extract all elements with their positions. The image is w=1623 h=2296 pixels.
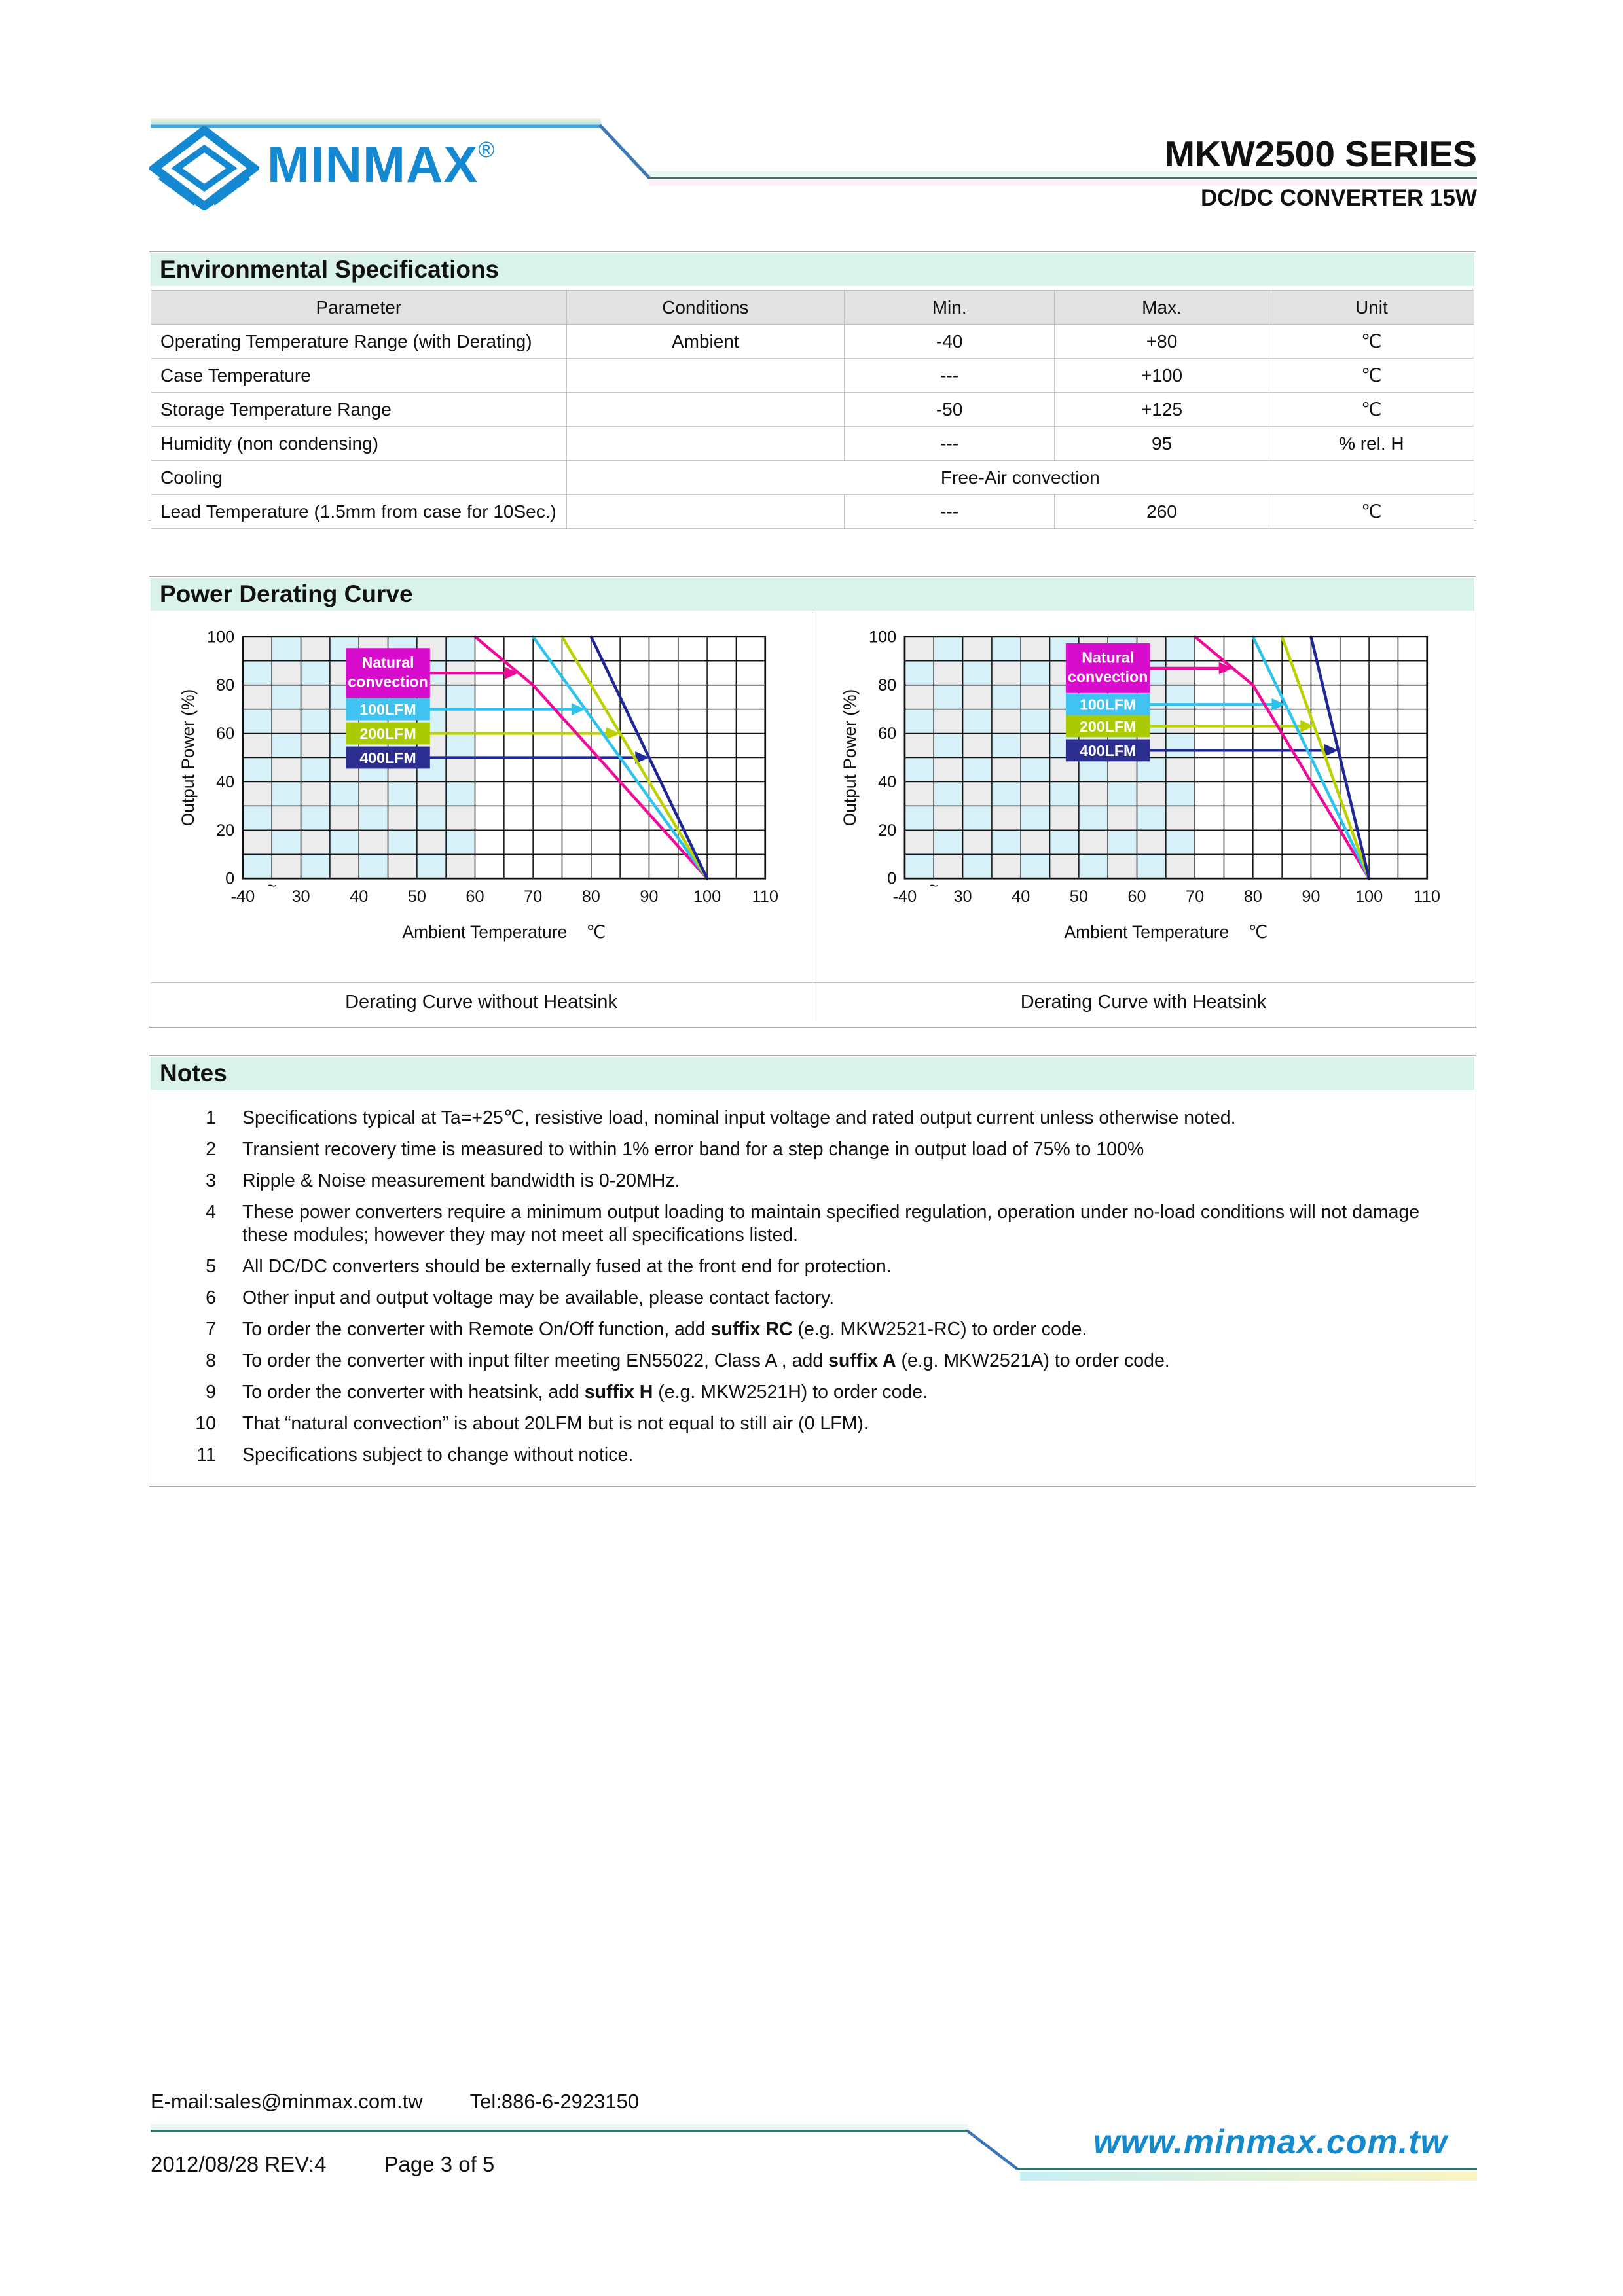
environmental-specs-table	[151, 290, 1474, 529]
svg-text:400LFM: 400LFM	[1079, 742, 1137, 759]
table-row-cooling	[151, 461, 1474, 495]
chart-row	[151, 612, 1474, 982]
cell-parameter: Cooling	[151, 461, 567, 495]
note-number: 3	[206, 1170, 216, 1191]
note-number: 5	[206, 1256, 216, 1277]
caption-with-heatsink: Derating Curve with Heatsink	[1020, 991, 1267, 1013]
cell-parameter: Operating Temperature Range (with Derating)	[151, 325, 567, 359]
table-row	[151, 393, 1474, 427]
svg-text:40: 40	[216, 772, 235, 791]
svg-text:400LFM: 400LFM	[359, 749, 416, 766]
svg-text:Ambient Temperature ℃: Ambient Temperature ℃	[402, 922, 606, 942]
svg-text:200LFM: 200LFM	[359, 725, 416, 743]
note-number: 6	[206, 1287, 216, 1308]
svg-text:Output Power (%): Output Power (%)	[177, 689, 198, 827]
svg-text:100: 100	[869, 628, 897, 647]
svg-text:100LFM: 100LFM	[1079, 696, 1137, 713]
note-text: Transient recovery time is measured to within 1% error band for a step change in output load of 75% to 100%	[242, 1139, 1144, 1160]
note-item	[175, 1381, 1456, 1404]
power-derating-section	[149, 576, 1476, 1028]
cell-max: +100	[1055, 359, 1269, 393]
col-header-conditions: Conditions	[566, 291, 844, 325]
table-row	[151, 495, 1474, 529]
cell-conditions	[566, 427, 844, 461]
derating-chart-without-heatsink	[170, 626, 792, 951]
section-title-derating: Power Derating Curve	[151, 578, 1474, 611]
note-number: 8	[206, 1350, 216, 1371]
svg-text:30: 30	[953, 888, 972, 906]
note-number: 9	[206, 1382, 216, 1403]
cell-parameter: Case Temperature	[151, 359, 567, 393]
svg-text:-40: -40	[230, 888, 255, 906]
table-header-row	[151, 291, 1474, 325]
svg-text:100LFM: 100LFM	[359, 701, 416, 719]
col-header-min: Min.	[845, 291, 1055, 325]
cell-min: -50	[845, 393, 1055, 427]
note-item	[175, 1255, 1456, 1278]
footer-revision-line	[151, 2152, 494, 2177]
svg-text:0: 0	[225, 869, 235, 888]
note-item	[175, 1287, 1456, 1310]
svg-text:80: 80	[1243, 888, 1262, 906]
note-item	[175, 1107, 1456, 1130]
cell-conditions	[566, 393, 844, 427]
svg-text:40: 40	[350, 888, 369, 906]
cell-unit: ℃	[1269, 325, 1474, 359]
svg-text:110: 110	[752, 888, 778, 906]
cell-max: 260	[1055, 495, 1269, 529]
svg-text:90: 90	[640, 888, 659, 906]
cell-unit: ℃	[1269, 495, 1474, 529]
svg-text:40: 40	[1012, 888, 1030, 906]
svg-text:200LFM: 200LFM	[1079, 717, 1137, 735]
cell-parameter: Storage Temperature Range	[151, 393, 567, 427]
svg-text:50: 50	[407, 888, 426, 906]
note-number: 2	[206, 1139, 216, 1160]
cell-min: -40	[845, 325, 1055, 359]
note-number: 4	[206, 1202, 216, 1223]
note-text: To order the converter with Remote On/Off function, add suffix RC (e.g. MKW2521-RC) to order code.	[242, 1319, 1087, 1340]
svg-text:100: 100	[693, 888, 721, 906]
note-item	[175, 1138, 1456, 1161]
col-header-parameter: Parameter	[151, 291, 567, 325]
cell-max: +125	[1055, 393, 1269, 427]
note-number: 7	[206, 1319, 216, 1340]
footer-page-number: Page 3 of 5	[384, 2152, 495, 2176]
svg-text:100: 100	[1355, 888, 1383, 906]
chart-caption-row	[151, 982, 1474, 1021]
note-text: All DC/DC converters should be externally fused at the front end for protection.	[242, 1256, 892, 1277]
svg-text:20: 20	[216, 821, 235, 840]
svg-text:60: 60	[216, 725, 235, 744]
cell-unit: ℃	[1269, 393, 1474, 427]
svg-text:90: 90	[1302, 888, 1321, 906]
note-text: Other input and output voltage may be available, please contact factory.	[242, 1287, 835, 1308]
svg-text:Natural: Natural	[1082, 649, 1135, 666]
cell-conditions: Ambient	[566, 325, 844, 359]
svg-text:100: 100	[207, 628, 235, 647]
col-header-max: Max.	[1055, 291, 1269, 325]
note-text: To order the converter with input filter meeting EN55022, Class A , add suffix A (e.g. MKW2521A) to order code.	[242, 1350, 1170, 1371]
footer-date-rev: 2012/08/28 REV:4	[151, 2152, 327, 2176]
note-item	[175, 1201, 1456, 1247]
note-text: Ripple & Noise measurement bandwidth is 0-20MHz.	[242, 1170, 680, 1191]
note-number: 11	[196, 1444, 216, 1465]
section-title-environmental: Environmental Specifications	[151, 253, 1474, 286]
cell-cooling-merged: Free-Air convection	[566, 461, 1474, 495]
page-title: MKW2500 SERIES	[1165, 134, 1477, 174]
cell-unit: % rel. H	[1269, 427, 1474, 461]
note-item	[175, 1170, 1456, 1193]
note-number: 1	[206, 1107, 216, 1128]
svg-text:60: 60	[465, 888, 484, 906]
page-subtitle: DC/DC CONVERTER 15W	[1201, 185, 1477, 211]
table-row	[151, 325, 1474, 359]
table-row	[151, 427, 1474, 461]
cell-min: ---	[845, 359, 1055, 393]
registered-mark: ®	[478, 137, 496, 162]
svg-text:Natural: Natural	[361, 653, 414, 671]
note-text: To order the converter with heatsink, add suffix H (e.g. MKW2521H) to order code.	[242, 1382, 928, 1403]
chart-cell-with-heatsink	[812, 612, 1474, 982]
svg-text:70: 70	[524, 888, 543, 906]
svg-text:20: 20	[878, 821, 897, 840]
brand-logo-icon	[149, 126, 259, 210]
svg-text:convection: convection	[348, 673, 428, 691]
cell-max: 95	[1055, 427, 1269, 461]
footer-contact-line	[151, 2090, 639, 2113]
section-title-notes: Notes	[151, 1057, 1474, 1090]
note-item	[175, 1412, 1456, 1435]
svg-text:convection: convection	[1067, 668, 1148, 685]
notes-list	[149, 1091, 1476, 1467]
svg-text:40: 40	[878, 772, 897, 791]
svg-text:-40: -40	[892, 888, 917, 906]
cell-unit: ℃	[1269, 359, 1474, 393]
cell-parameter: Humidity (non condensing)	[151, 427, 567, 461]
cell-parameter: Lead Temperature (1.5mm from case for 10Sec.)	[151, 495, 567, 529]
table-row	[151, 359, 1474, 393]
svg-text:0: 0	[887, 869, 897, 888]
svg-text:Ambient Temperature ℃: Ambient Temperature ℃	[1064, 922, 1268, 942]
cell-min: ---	[845, 427, 1055, 461]
derating-chart-with-heatsink	[832, 626, 1454, 951]
cell-conditions	[566, 495, 844, 529]
environmental-specifications-section	[149, 251, 1476, 521]
note-number: 10	[195, 1413, 216, 1434]
note-item	[175, 1350, 1456, 1372]
svg-text:80: 80	[581, 888, 600, 906]
svg-text:~: ~	[267, 877, 277, 895]
svg-text:60: 60	[878, 725, 897, 744]
svg-text:60: 60	[1127, 888, 1146, 906]
note-item	[175, 1444, 1456, 1467]
footer-website-link[interactable]: www.minmax.com.tw	[1093, 2123, 1448, 2161]
svg-text:80: 80	[216, 676, 235, 695]
cell-max: +80	[1055, 325, 1269, 359]
note-text: Specifications typical at Ta=+25℃, resistive load, nominal input voltage and rated output current unless otherwise noted.	[242, 1107, 1236, 1128]
cell-conditions	[566, 359, 844, 393]
svg-text:110: 110	[1413, 888, 1440, 906]
note-text: That “natural convection” is about 20LFM but is not equal to still air (0 LFM).	[242, 1413, 869, 1434]
cell-min: ---	[845, 495, 1055, 529]
footer-tel: Tel:886-6-2923150	[469, 2090, 640, 2113]
svg-text:80: 80	[878, 676, 897, 695]
notes-section	[149, 1055, 1476, 1487]
caption-without-heatsink: Derating Curve without Heatsink	[151, 983, 812, 1021]
col-header-unit: Unit	[1269, 291, 1474, 325]
brand-wordmark: MINMAX®	[267, 135, 496, 193]
svg-text:70: 70	[1186, 888, 1205, 906]
note-text: Specifications subject to change without notice.	[242, 1444, 634, 1465]
chart-cell-without-heatsink	[151, 612, 812, 982]
note-item	[175, 1318, 1456, 1341]
svg-text:30: 30	[291, 888, 310, 906]
svg-text:50: 50	[1069, 888, 1088, 906]
svg-text:Output Power (%): Output Power (%)	[839, 689, 860, 827]
note-text: These power converters require a minimum output loading to maintain specified regulation, operation under no-load conditions will not damage these modules; however they may not meet all specifications listed.	[242, 1202, 1420, 1246]
footer-email: E-mail:sales@minmax.com.tw	[151, 2090, 423, 2113]
svg-text:~: ~	[929, 877, 939, 895]
